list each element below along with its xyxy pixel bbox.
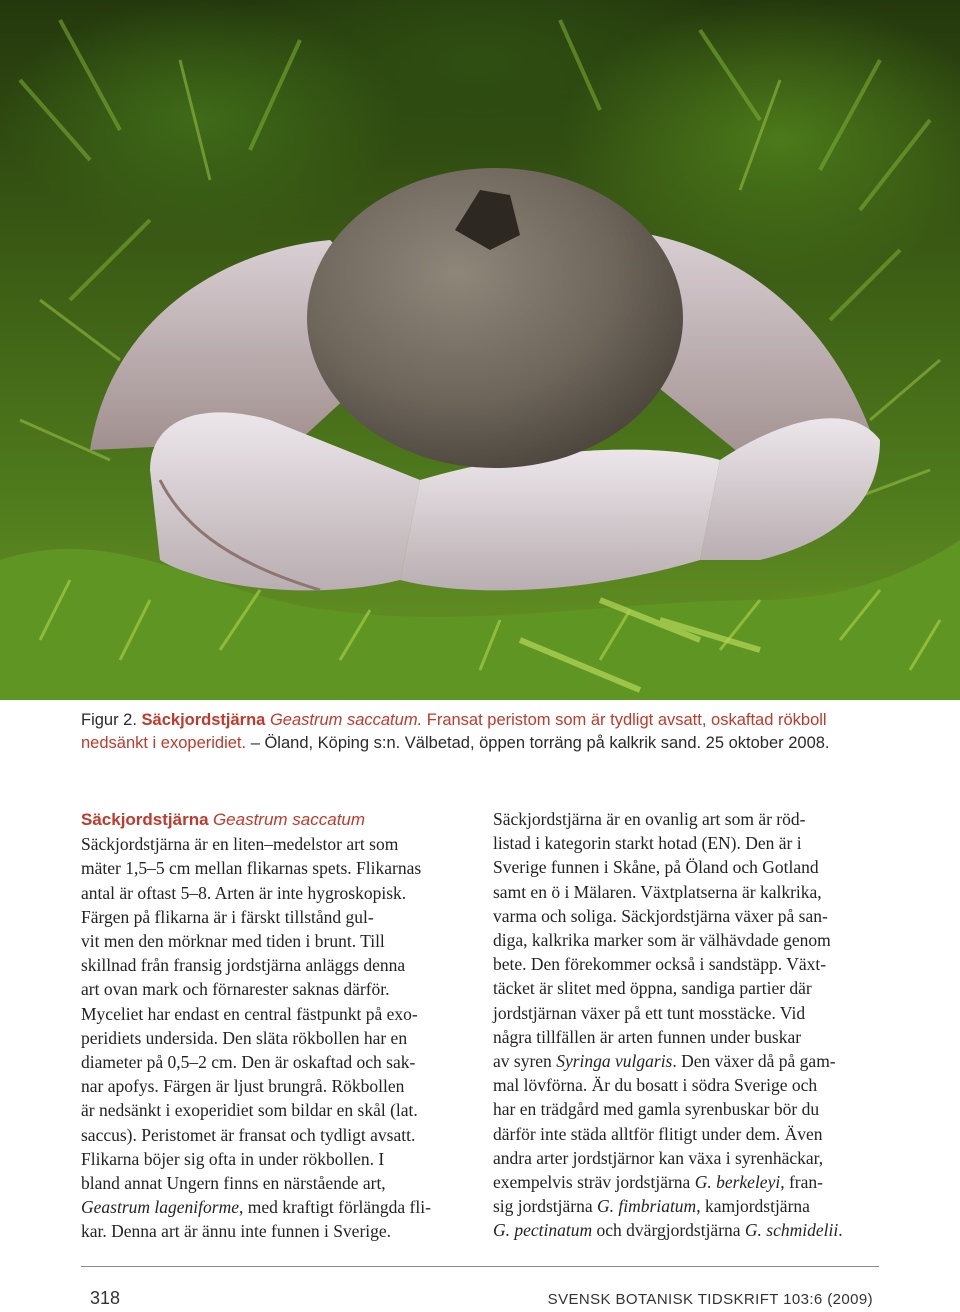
text-fragment: sig jordstjärna: [493, 1196, 598, 1217]
text-line: skillnad från fransig jordstjärna anläggs denna: [81, 955, 406, 976]
text-line: diga, kalkrika marker som är välhävdade genom: [493, 930, 831, 951]
text-line: varma och soliga. Säckjordstjärna växer på san-: [493, 905, 828, 926]
text-line: [493, 1049, 873, 1073]
article-column-right: [493, 807, 873, 1243]
text-line: kar. Denna art är ännu inte funnen i Sverige.: [81, 1221, 392, 1242]
text-line: diameter på 0,5–2 cm. Den är oskaftad och sak-: [81, 1052, 416, 1073]
text-line: nar apofys. Färgen är ljust brungrå. Rökbollen: [81, 1076, 405, 1097]
scientific-name: G. fimbriatum: [597, 1196, 697, 1217]
page-number: 318: [90, 1288, 121, 1308]
text-line: samt en ö i Mälaren. Växtplatserna är kalkrika,: [493, 881, 822, 902]
heading-scientific-name: Geastrum saccatum: [212, 810, 366, 829]
text-line: art ovan mark och förnarester saknas därför.: [81, 979, 390, 1000]
text-line: jordstjärnan växer på ett tunt mosstäcke. Vid: [493, 1002, 806, 1023]
text-fragment: och dvärgjordstjärna: [592, 1220, 745, 1241]
footer-rule: [81, 1266, 879, 1267]
figure-scientific-name: Geastrum saccatum.: [269, 711, 423, 729]
text-line: [493, 1170, 873, 1194]
text-line: [493, 1218, 873, 1242]
text-fragment: , med kraftigt förlängda fli-: [238, 1197, 431, 1218]
text-fragment: exempelvis sträv jordstjärna: [493, 1172, 695, 1193]
text-line: några tillfällen är arten funnen under buskar: [493, 1026, 802, 1047]
text-line: är nedsänkt i exoperidiet som bildar en skål (lat.: [81, 1100, 418, 1121]
text-line: därför inte städa alltför flitigt under dem. Även: [493, 1123, 823, 1144]
text-line: Färgen på flikarna är i färskt tillstånd gul-: [81, 906, 374, 927]
text-fragment: av syren: [493, 1051, 557, 1072]
text-line: [81, 1195, 461, 1219]
text-fragment: .: [838, 1220, 843, 1241]
journal-title: SVENSK BOTANISK TIDSKRIFT 103:6 (2009): [547, 1291, 873, 1308]
text-line: mal lövförna. Är du bosatt i södra Sverige och: [493, 1075, 818, 1096]
figure-label: Figur 2.: [81, 711, 137, 729]
text-line: mäter 1,5–5 cm mellan flikarnas spets. Flikarnas: [81, 858, 422, 879]
scientific-name: Syringa vulgaris: [556, 1051, 673, 1072]
text-line: [493, 1194, 873, 1218]
text-fragment: , kamjordstjärna: [696, 1196, 810, 1217]
text-line: Sverige funnen i Skåne, på Öland och Gotland: [493, 857, 819, 878]
scientific-name: G. pectinatum: [493, 1220, 593, 1241]
text-line: antal är oftast 5–8. Arten är inte hygroskopisk.: [81, 882, 407, 903]
text-line: peridiets undersida. Den släta rökbollen har en: [81, 1027, 408, 1048]
text-line: Säckjordstjärna är en ovanlig art som är röd-: [493, 809, 806, 829]
text-fragment: , fran-: [780, 1172, 823, 1193]
figure-caption: [81, 709, 881, 755]
text-line: bete. Den förekommer också i sandstäpp. Växt-: [493, 954, 827, 975]
text-line: Myceliet har endast en central fästpunkt på exo-: [81, 1003, 418, 1024]
scientific-name: G. berkeleyi: [694, 1172, 781, 1193]
text-line: Flikarna böjer sig ofta in under rökbollen. I: [81, 1148, 385, 1169]
scientific-name: Geastrum lageniforme: [81, 1197, 239, 1218]
figure-locality: – Öland, Köping s:n. Välbetad, öppen torräng på kalkrik sand. 25 oktober 2008.: [250, 734, 830, 752]
text-line: Säckjordstjärna är en liten–medelstor art som: [81, 834, 399, 855]
text-line: listad i kategorin starkt hotad (EN). Den är i: [493, 833, 802, 854]
text-line: har en trädgård med gamla syrenbuskar bör du: [493, 1099, 820, 1120]
text-line: saccus). Peristomet är fransat och tydligt avsatt.: [81, 1124, 416, 1145]
article-column-left: [81, 807, 461, 1244]
text-line: bland annat Ungern finns en närstående art,: [81, 1173, 386, 1194]
text-line: täcket är slitet med öppna, sandiga partier där: [493, 978, 812, 999]
text-line: vit men den mörknar med tiden i brunt. Till: [81, 931, 385, 952]
scientific-name: G. schmidelii: [744, 1220, 839, 1241]
text-line: andra arter jordstjärnor kan växa i syrenhäckar,: [493, 1147, 824, 1168]
heading-name: Säckjordstjärna: [81, 810, 209, 829]
text-fragment: . Den växer då på gam-: [672, 1051, 836, 1072]
figure-species-name: Säckjordstjärna: [141, 711, 266, 729]
figure-description: Fransat peristom som är tydligt avsatt, oskaftad rökboll nedsänkt i exoperidiet.: [81, 711, 827, 752]
section-heading: [81, 807, 461, 832]
